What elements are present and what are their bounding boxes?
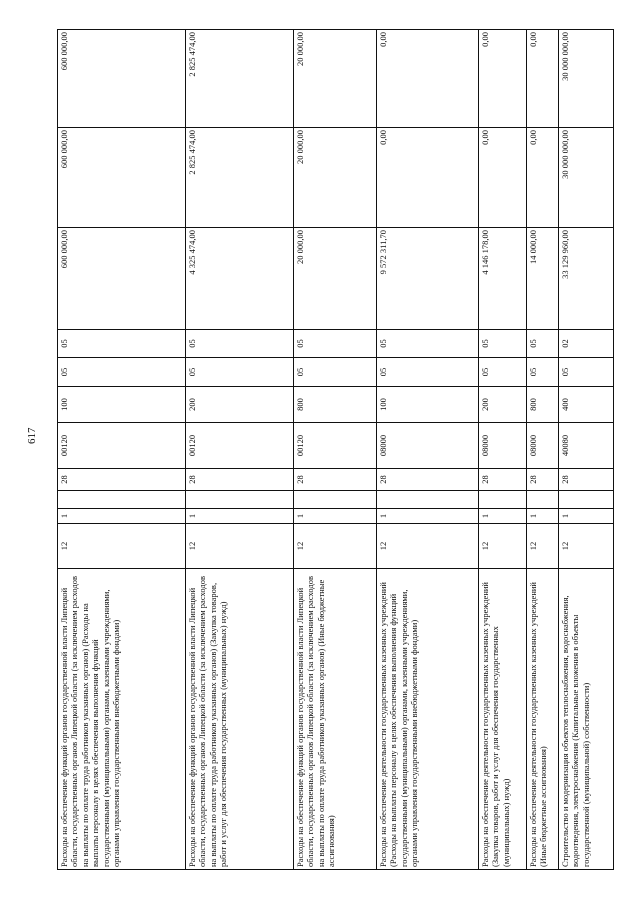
row-description: Строительство и модернизация объектов теплоснабжения, водоснабжения, водоотведения, электроснабжения (Капитальные вложения в объекты государственной (муниципальной) собственности) bbox=[559, 569, 614, 870]
code-2: 1 bbox=[294, 509, 377, 524]
code-3 bbox=[377, 491, 479, 509]
code-7: 05 bbox=[527, 358, 559, 387]
row-description: Расходы на обеспечение функций органов государственной власти Липецкой области, государственных органов Липецкой области (за исключением расходов на выплаты по оплате труда работников указанных органов) (Закупка товаров, работ и услуг для обеспечения государственных (муниципальных) нужд) bbox=[186, 569, 294, 870]
table-row bbox=[479, 30, 527, 870]
code-2: 1 bbox=[58, 509, 186, 524]
code-5: 08000 bbox=[479, 423, 527, 469]
code-2: 1 bbox=[479, 509, 527, 524]
amount-3: 0,00 bbox=[527, 30, 559, 128]
table-row bbox=[186, 30, 294, 870]
code-3 bbox=[186, 491, 294, 509]
amount-1: 33 129 960,00 bbox=[559, 228, 614, 330]
row-description: Расходы на обеспечение функций органов государственной власти Липецкой области, государственных органов Липецкой области (за исключением расходов на выплаты по оплате труда работников указанных органов) (Иные бюджетные ассигнования) bbox=[294, 569, 377, 870]
code-6: 400 bbox=[559, 387, 614, 423]
row-description: Расходы на обеспечение деятельности государственных казенных учреждений (Закупка товаров, работ и услуг для обеспечения государственных (муниципальных) нужд) bbox=[479, 569, 527, 870]
code-6: 100 bbox=[58, 387, 186, 423]
rotated-table-container bbox=[57, 30, 613, 870]
amount-3: 2 825 474,00 bbox=[186, 30, 294, 128]
amount-1: 600 000,00 bbox=[58, 228, 186, 330]
page-number: 617 bbox=[26, 427, 38, 444]
table-row bbox=[527, 30, 559, 870]
code-5: 40080 bbox=[559, 423, 614, 469]
code-5: 08000 bbox=[527, 423, 559, 469]
code-4: 28 bbox=[377, 469, 479, 491]
amount-2: 0,00 bbox=[527, 128, 559, 228]
code-1: 12 bbox=[479, 524, 527, 569]
code-3 bbox=[527, 491, 559, 509]
code-1: 12 bbox=[377, 524, 479, 569]
code-7: 05 bbox=[294, 358, 377, 387]
code-2: 1 bbox=[559, 509, 614, 524]
code-4: 28 bbox=[58, 469, 186, 491]
code-4: 28 bbox=[294, 469, 377, 491]
code-3 bbox=[294, 491, 377, 509]
code-6: 800 bbox=[527, 387, 559, 423]
code-2: 1 bbox=[377, 509, 479, 524]
code-6: 800 bbox=[294, 387, 377, 423]
amount-3: 600 000,00 bbox=[58, 30, 186, 128]
table-row bbox=[294, 30, 377, 870]
code-8: 05 bbox=[294, 330, 377, 358]
code-7: 05 bbox=[58, 358, 186, 387]
code-8: 05 bbox=[58, 330, 186, 358]
code-7: 05 bbox=[559, 358, 614, 387]
code-2: 1 bbox=[186, 509, 294, 524]
code-1: 12 bbox=[559, 524, 614, 569]
amount-3: 30 000 000,00 bbox=[559, 30, 614, 128]
amount-2: 20 000,00 bbox=[294, 128, 377, 228]
amount-3: 20 000,00 bbox=[294, 30, 377, 128]
table-row bbox=[377, 30, 479, 870]
amount-1: 20 000,00 bbox=[294, 228, 377, 330]
amount-1: 9 572 311,70 bbox=[377, 228, 479, 330]
row-description: Расходы на обеспечение деятельности государственных казенных учреждений (Расходы на выплаты персоналу в целях обеспечения выполнения функций государственными (муниципальными) органами, казенными учреждениями, органами управления государственными внебюджетными фондами) bbox=[377, 569, 479, 870]
code-3 bbox=[58, 491, 186, 509]
code-4: 28 bbox=[527, 469, 559, 491]
amount-2: 2 825 474,00 bbox=[186, 128, 294, 228]
code-1: 12 bbox=[527, 524, 559, 569]
code-8: 05 bbox=[527, 330, 559, 358]
code-5: 00120 bbox=[186, 423, 294, 469]
code-4: 28 bbox=[559, 469, 614, 491]
code-4: 28 bbox=[186, 469, 294, 491]
code-5: 00120 bbox=[58, 423, 186, 469]
table-row bbox=[58, 30, 186, 870]
row-description: Расходы на обеспечение функций органов государственной власти Липецкой области, государственных органов Липецкой области (за исключением расходов на выплаты по оплате труда работников указанных органов) (Расходы на выплаты персоналу в целях обеспечения выполнения функций государственными (муниципальными) органами, казенными учреждениями, органами управления государственными внебюджетными фондами) bbox=[58, 569, 186, 870]
code-8: 02 bbox=[559, 330, 614, 358]
code-6: 200 bbox=[479, 387, 527, 423]
amount-3: 0,00 bbox=[479, 30, 527, 128]
code-6: 100 bbox=[377, 387, 479, 423]
code-3 bbox=[479, 491, 527, 509]
code-1: 12 bbox=[294, 524, 377, 569]
code-7: 05 bbox=[479, 358, 527, 387]
table-row bbox=[559, 30, 614, 870]
amount-2: 600 000,00 bbox=[58, 128, 186, 228]
code-1: 12 bbox=[186, 524, 294, 569]
code-2: 1 bbox=[527, 509, 559, 524]
code-8: 05 bbox=[186, 330, 294, 358]
amount-1: 14 000,00 bbox=[527, 228, 559, 330]
code-7: 05 bbox=[186, 358, 294, 387]
code-5: 00120 bbox=[294, 423, 377, 469]
row-description: Расходы на обеспечение деятельности государственных казенных учреждений (Иные бюджетные ассигнования) bbox=[527, 569, 559, 870]
budget-table bbox=[57, 29, 614, 870]
code-4: 28 bbox=[479, 469, 527, 491]
amount-3: 0,00 bbox=[377, 30, 479, 128]
code-1: 12 bbox=[58, 524, 186, 569]
amount-2: 0,00 bbox=[479, 128, 527, 228]
code-8: 05 bbox=[377, 330, 479, 358]
amount-2: 0,00 bbox=[377, 128, 479, 228]
amount-1: 4 325 474,00 bbox=[186, 228, 294, 330]
code-3 bbox=[559, 491, 614, 509]
code-5: 08000 bbox=[377, 423, 479, 469]
code-6: 200 bbox=[186, 387, 294, 423]
code-8: 05 bbox=[479, 330, 527, 358]
amount-1: 4 146 178,00 bbox=[479, 228, 527, 330]
code-7: 05 bbox=[377, 358, 479, 387]
amount-2: 30 000 000,00 bbox=[559, 128, 614, 228]
